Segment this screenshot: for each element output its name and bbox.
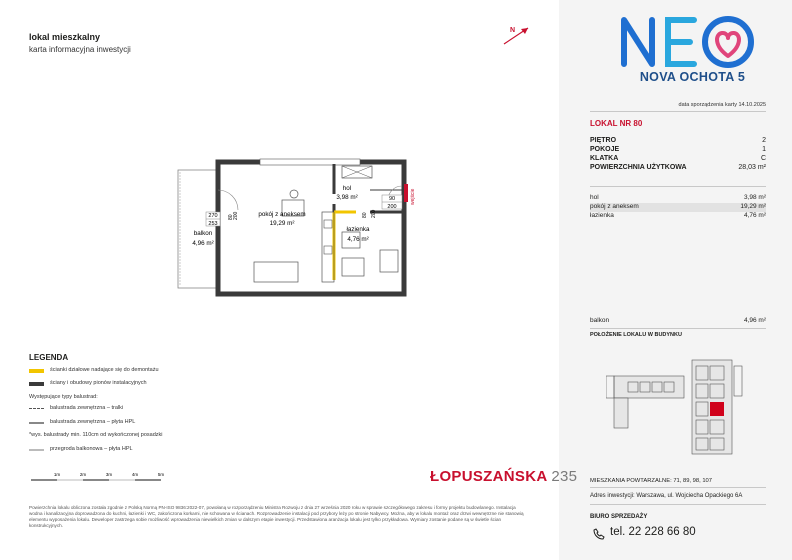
area-balkon: 4,96 m² [192, 240, 214, 247]
legend-note: *wys. balustrady min. 110cm od wykończonej posadzki [29, 432, 163, 438]
balcony-outline [178, 170, 218, 288]
divider [590, 504, 766, 505]
divider [590, 328, 766, 329]
area-lazienka: 4,76 m² [347, 236, 369, 243]
legend-item: balustrada zewnętrzna – płyta HPL [50, 419, 136, 425]
legend-title: LEGENDA [29, 353, 69, 362]
brand-name: ŁOPUSZAŃSKA [430, 468, 547, 485]
dim-200-bath: 200 [371, 209, 377, 218]
balcony-row [590, 317, 766, 326]
legend-swatch-przegroda [29, 449, 44, 451]
floor-plan [170, 150, 430, 300]
unit-number: LOKAL NR 80 [590, 119, 643, 128]
balcony-label: balkon [590, 317, 610, 324]
spec-label: POWIERZCHNIA UŻYTKOWA [590, 164, 687, 171]
room-label: hol [590, 194, 599, 201]
room-area: 4,76 m² [743, 212, 766, 219]
room-label: łazienka [590, 212, 614, 219]
area-pokoj: 19,29 m² [269, 220, 295, 227]
sales-office-title: BIURO SPRZEDAŻY [590, 514, 648, 520]
legend-heading: Występujące typy balustrad: [29, 394, 98, 400]
entrance-label: wejście [410, 188, 416, 205]
room-row [590, 212, 766, 221]
scale-label: 2m [79, 472, 87, 477]
area-hol: 3,98 m² [336, 194, 358, 201]
spec-value: 2 [762, 137, 766, 144]
label-lazienka: łazienka [346, 226, 370, 233]
north-label: N [510, 27, 516, 34]
card-date: data sporządzenia karty 14.10.2025 [678, 102, 766, 108]
dim-door-width: 90 [388, 196, 396, 202]
spec-row [590, 164, 766, 174]
divider [590, 111, 766, 112]
dim-200-left: 200 [233, 211, 239, 220]
dim-window-width: 270 [208, 213, 218, 219]
room-row-highlighted [590, 203, 766, 212]
document-subtitle: karta informacyjna inwestycji [29, 45, 131, 54]
legend-swatch-hpl [29, 422, 44, 424]
scale-label: 5m [157, 472, 165, 477]
divider [590, 487, 766, 488]
legend-item: ściany i obudowy pionów instalacyjnych [50, 380, 147, 386]
spec-label: PIĘTRO [590, 137, 617, 144]
legend-item: balustrada zewnętrzna – tralki [50, 405, 124, 411]
outer-wall [218, 162, 404, 294]
spec-label: POKOJE [590, 146, 620, 153]
scale-label: 4m [131, 472, 139, 477]
legend-swatch-tralki [29, 408, 44, 410]
scale-bar [29, 470, 174, 484]
dim-door-height: 200 [387, 204, 397, 210]
document-type-title: lokal mieszkalny [29, 32, 101, 42]
repeat-units: MIESZKANIA POWTARZALNE: 71, 89, 98, 107 [590, 478, 712, 484]
investment-address: Adres inwestycji: Warszawa, ul. Wojciecha Opackiego 6A [590, 493, 743, 499]
north-arrow-icon [500, 22, 534, 48]
phone-icon [593, 528, 605, 540]
building-position-title: POŁOŻENIE LOKALU W BUDYNKU [590, 332, 682, 338]
legend-swatch-yellow [29, 369, 44, 373]
building-location-map [606, 356, 746, 460]
room-row [590, 194, 766, 203]
dim-window-height: 253 [208, 221, 218, 227]
unit-location-marker [710, 402, 724, 416]
dim-80-bath: 80 [362, 212, 368, 218]
room-area: 19,29 m² [740, 203, 766, 210]
balcony-area: 4,96 m² [743, 317, 766, 324]
legend-swatch-dark [29, 382, 44, 386]
divider [590, 186, 766, 187]
brand-number: 235 [551, 468, 578, 485]
shower [342, 258, 364, 276]
footnote: Powierzchnia lokalu obliczona została zgodnie z Polską Normą PN-ISO 9836:2022-07, powołaną w rozporządzeniu Ministra Rozwoju z dnia 27 września 2020 roku w sprawie szczegółowego zakresu i formy projektu budowlanego. Instalacja wodna i kanalizacyjna doprowadzona do kuchni, łazienki i WC, zakończona korkami, nie schowana w ścianach. Rozprowadzenie instalacji pod przybory leży po stronie Nabywcy. Można, aby w lokalu montaż oraz drzwi wewnętrzne nie stanowią elementu wyposażenia lokalu. Deweloper zastrzega sobie możliwość wprowadzenia niewielkich zmian w dalszym etapie inwestycji. Przedstawiona aranżacja lokalu jest tylko przykładowa. Wymiary zostanie podane są w świetle ścian konstrukcyjnych. [29, 505, 524, 528]
room-area: 3,98 m² [743, 194, 766, 201]
spec-value: 28,03 m² [738, 164, 766, 171]
scale-label: 1m [53, 472, 61, 477]
scale-label: 3m [105, 472, 113, 477]
project-brand [430, 468, 577, 485]
legend-item: przegroda balkonowa – płyta HPL [50, 446, 133, 452]
room-label: pokój z aneksem [590, 203, 639, 210]
sofa [254, 262, 298, 282]
spec-value: 1 [762, 146, 766, 153]
label-pokoj: pokój z aneksem [258, 211, 306, 218]
label-balkon: balkon [193, 230, 213, 237]
logo-subtitle: NOVA OCHOTA 5 [639, 70, 746, 84]
legend-item: ścianki działowe nadające się do demontażu [50, 367, 159, 373]
dim-80-left: 80 [228, 214, 234, 220]
label-hol: hol [342, 185, 352, 192]
spec-label: KLATKA [590, 155, 619, 162]
spec-value: C [760, 155, 766, 162]
phone-number[interactable]: tel. 22 228 66 80 [610, 526, 696, 538]
toilet [380, 250, 398, 272]
